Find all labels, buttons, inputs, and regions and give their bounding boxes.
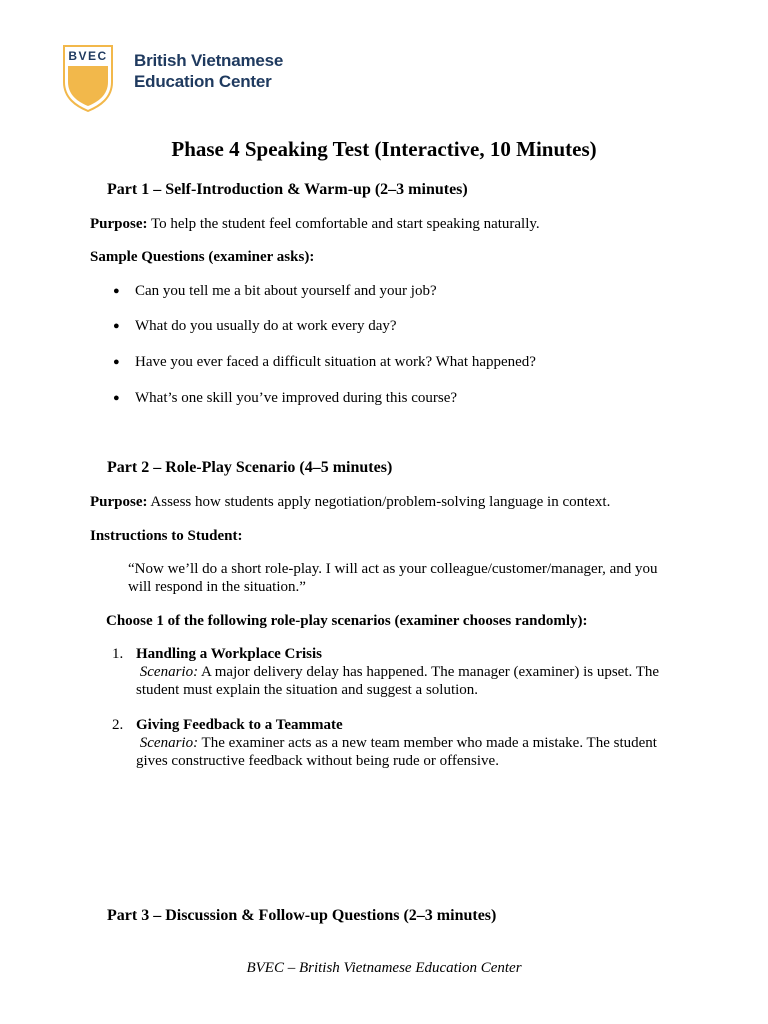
part1-heading: Part 1 – Self-Introduction & Warm-up (2–3 minutes) [107, 181, 468, 198]
logo-badge-text: BVEC [68, 49, 108, 63]
instructions-quote: “Now we’ll do a short role-play. I will act as your colleague/customer/manager, and you will respond in the situation.” [128, 561, 658, 595]
org-name-line2: Education Center [134, 72, 272, 91]
scenario-title: Giving Feedback to a Teammate [136, 717, 343, 733]
scenario-label: Scenario: [139, 735, 199, 751]
question-text: Can you tell me a bit about yourself and your job? [135, 283, 437, 299]
bullet-icon: ● [113, 392, 120, 404]
scenario-text: The examiner acts as a new team member who made a mistake. The student gives constructive feedback without being rude or offensive. [136, 735, 657, 769]
page-title: Phase 4 Speaking Test (Interactive, 10 Minutes) [171, 137, 597, 161]
shield-logo-icon [62, 44, 114, 112]
part1-purpose-text: To help the student feel comfortable and start speaking naturally. [147, 216, 540, 232]
part2-purpose-label: Purpose: [90, 494, 148, 510]
part1-purpose-label: Purpose: [90, 216, 148, 232]
scenario-number: 2. [112, 717, 124, 733]
scenario-title: Handling a Workplace Crisis [136, 646, 323, 662]
org-logo [62, 44, 302, 114]
part2-purpose [90, 493, 610, 511]
bullet-icon: ● [113, 285, 120, 297]
org-name-line1: British Vietnamese [134, 51, 284, 70]
scenario-number: 1. [112, 646, 124, 662]
bullet-icon: ● [113, 320, 120, 332]
part2-purpose-text: Assess how students apply negotiation/problem-solving language in context. [147, 494, 611, 510]
part1-purpose [90, 215, 540, 233]
scenario-label: Scenario: [139, 664, 199, 680]
choose-scenario-label: Choose 1 of the following role-play scenarios (examiner chooses randomly): [106, 613, 588, 629]
question-text: Have you ever faced a difficult situation at work? What happened? [135, 354, 536, 370]
part3-heading: Part 3 – Discussion & Follow-up Questions (2–3 minutes) [107, 907, 497, 924]
org-name [134, 50, 283, 92]
question-text: What do you usually do at work every day? [135, 318, 397, 334]
scenario-text: A major delivery delay has happened. The manager (examiner) is upset. The student must explain the situation and suggest a solution. [136, 664, 660, 698]
part1-sample-label: Sample Questions (examiner asks): [90, 249, 315, 265]
part2-heading: Part 2 – Role-Play Scenario (4–5 minutes) [107, 459, 393, 476]
bullet-icon: ● [113, 356, 120, 368]
page-footer: BVEC – British Vietnamese Education Center [246, 960, 522, 976]
part2-instructions-label: Instructions to Student: [90, 528, 243, 544]
question-text: What’s one skill you’ve improved during this course? [135, 390, 458, 406]
